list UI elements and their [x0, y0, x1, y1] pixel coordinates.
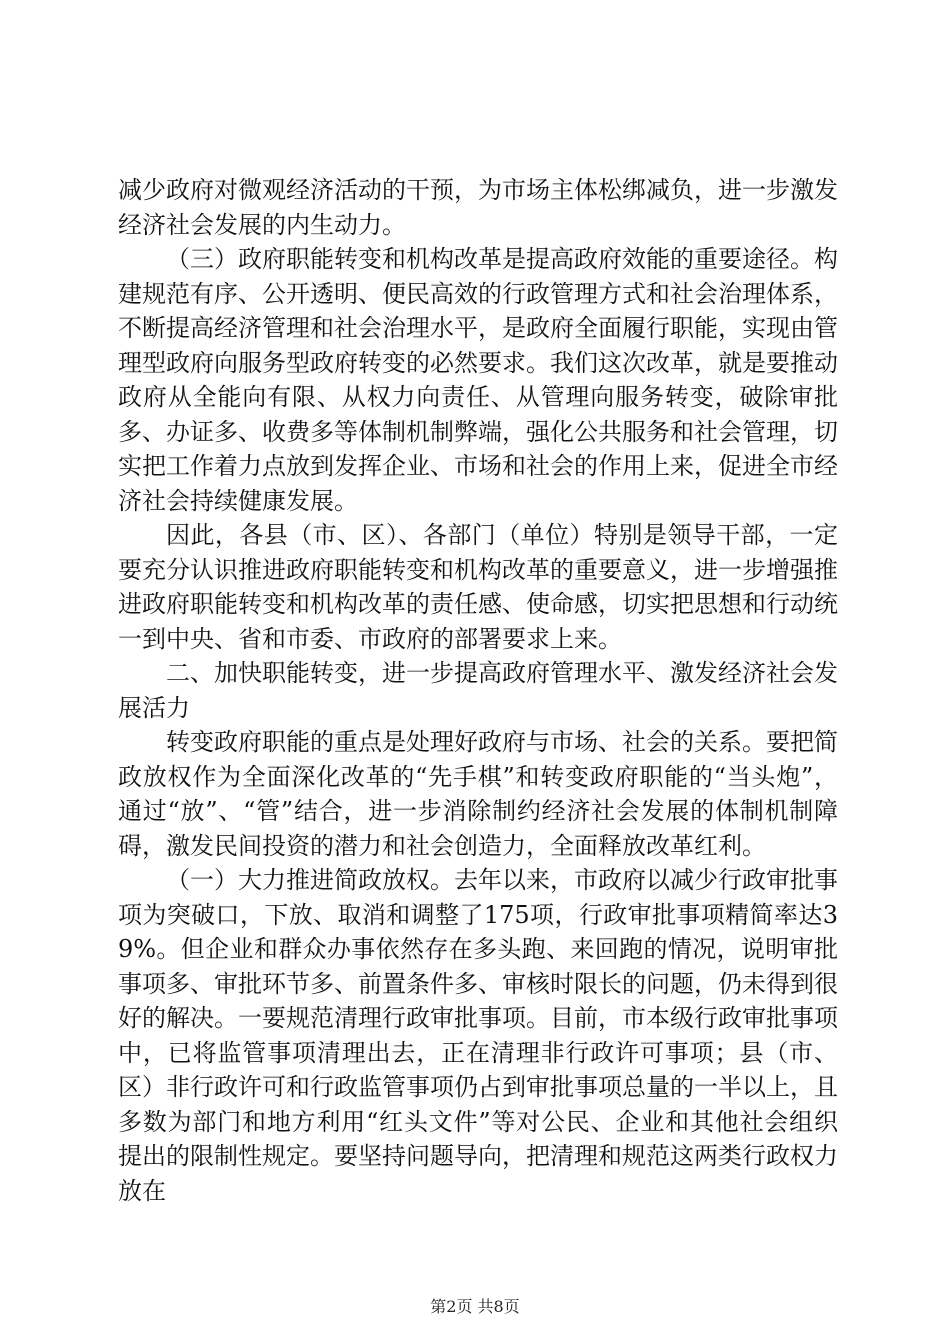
paragraph: 减少政府对微观经济活动的干预，为市场主体松绑减负，进一步激发经济社会发展的内生动力。 [118, 176, 838, 239]
document-body [118, 173, 838, 1208]
paragraph: 因此，各县（市、区）、各部门（单位）特别是领导干部，一定要充分认识推进政府职能转变和机构改革的重要意义，进一步增强推进政府职能转变和机构改革的责任感、使命感，切实把思想和行动统一到中央、省和市委、市政府的部署要求上来。 [118, 521, 838, 653]
section-heading: 二、加快职能转变，进一步提高政府管理水平、激发经济社会发展活力 [118, 659, 838, 722]
paragraph: （三）政府职能转变和机构改革是提高政府效能的重要途径。构建规范有序、公开透明、便民高效的行政管理方式和社会治理体系，不断提高经济管理和社会治理水平，是政府全面履行职能，实现由管理型政府向服务型政府转变的必然要求。我们这次改革，就是要推动政府从全能向有限、从权力向责任、从管理向服务转变，破除审批多、办证多、收费多等体制机制弊端，强化公共服务和社会管理，切实把工作着力点放到发挥企业、市场和社会的作用上来，促进全市经济社会持续健康发展。 [118, 245, 838, 515]
page-footer: 第2页 共8页 [430, 1297, 520, 1316]
paragraph: （一）大力推进简政放权。去年以来，市政府以减少行政审批事项为突破口，下放、取消和调整了175项，行政审批事项精简率达39%。但企业和群众办事依然存在多头跑、来回跑的情况，说明审批事项多、审批环节多、前置条件多、审核时限长的问题，仍未得到很好的解决。一要规范清理行政审批事项。目前，市本级行政审批事项中，已将监管事项清理出去，正在清理非行政许可事项；县（市、区）非行政许可和行政监管事项仍占到审批事项总量的一半以上，且多数为部门和地方利用“红头文件”等对公民、企业和其他社会组织提出的限制性规定。要坚持问题导向，把清理和规范这两类行政权力放在 [118, 866, 838, 1205]
paragraph: 转变政府职能的重点是处理好政府与市场、社会的关系。要把简政放权作为全面深化改革的“先手棋”和转变政府职能的“当头炮”，通过“放”、“管”结合，进一步消除制约经济社会发展的体制机制障碍，激发民间投资的潜力和社会创造力，全面释放改革红利。 [118, 728, 838, 860]
